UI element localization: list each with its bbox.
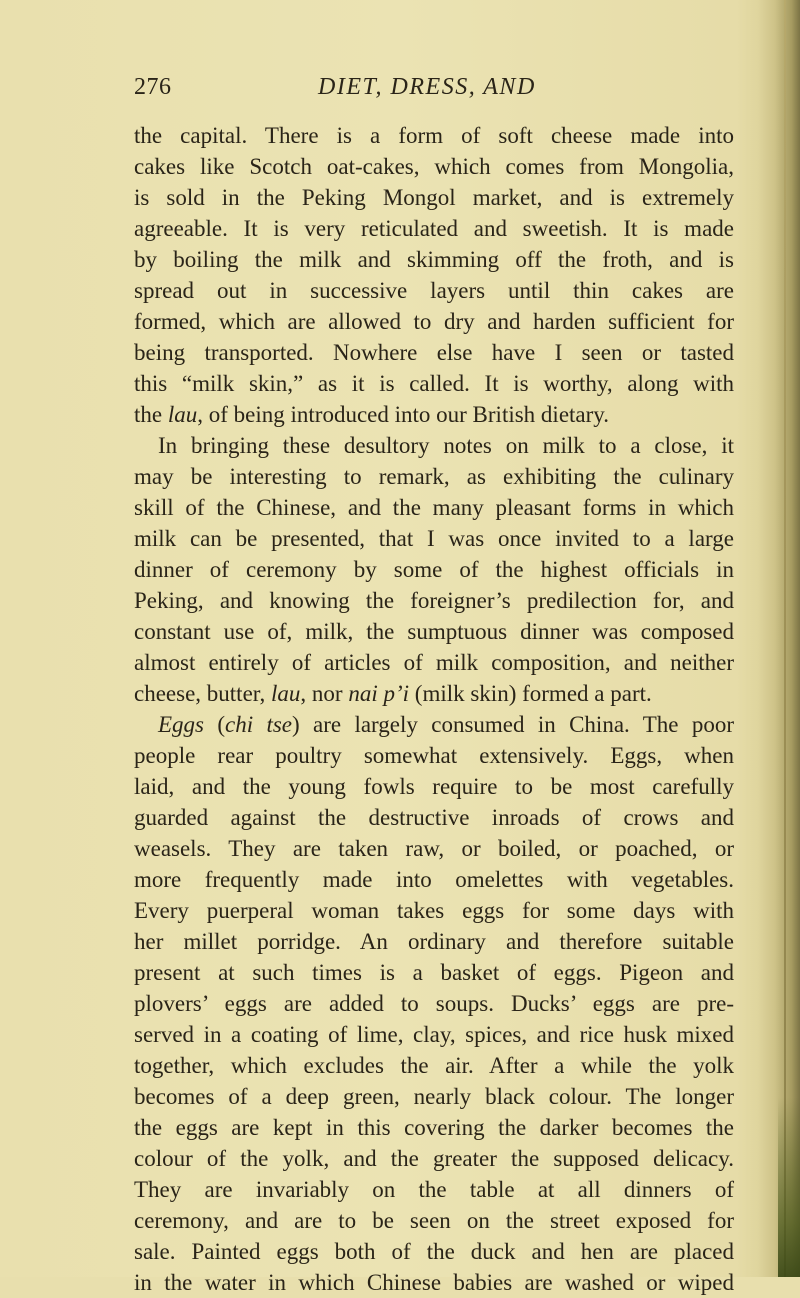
italic-text: lau (271, 681, 301, 706)
text-run: skill of the Chinese, and the many pleasant forms in which (134, 495, 734, 520)
text-line (134, 337, 734, 368)
text-line (134, 957, 734, 988)
text-line (134, 244, 734, 275)
text-line (134, 709, 734, 740)
text-run: colour of the yolk, and the greater the supposed delicacy. (134, 1146, 734, 1171)
text-run: cakes like Scotch oat-cakes, which comes from Mongolia, (134, 154, 734, 179)
text-line (134, 616, 734, 647)
text-run: (milk skin) formed a part. (409, 681, 652, 706)
text-run: spread out in successive layers until thin cakes are (134, 278, 734, 303)
text-run: plovers’ eggs are added to soups. Ducks’ eggs are pre- (134, 991, 734, 1016)
text-run: Peking, and knowing the foreigner’s predilection for, and (134, 588, 734, 613)
text-run: ceremony, and are to be seen on the street exposed for (134, 1208, 734, 1233)
text-run: becomes of a deep green, nearly black colour. The longer (134, 1084, 734, 1109)
text-run: is sold in the Peking Mongol market, and is extremely (134, 185, 734, 210)
page-number: 276 (134, 74, 172, 100)
text-run: being transported. Nowhere else have I seen or tasted (134, 340, 734, 365)
text-line (134, 554, 734, 585)
text-line (134, 678, 734, 709)
text-run: her millet porridge. An ordinary and therefore suitable (134, 929, 734, 954)
text-line (134, 461, 734, 492)
text-line (134, 275, 734, 306)
text-run: formed, which are allowed to dry and harden sufficient for (134, 309, 734, 334)
italic-text: lau (167, 402, 198, 427)
text-line (134, 1143, 734, 1174)
text-run: the (134, 402, 168, 427)
text-line (134, 926, 734, 957)
text-line (134, 182, 734, 213)
text-run: present at such times is a basket of eggs. Pigeon and (134, 960, 734, 985)
text-run: agreeable. It is very reticulated and sweetish. It is made (134, 216, 734, 241)
text-line (134, 1081, 734, 1112)
text-run: the eggs are kept in this covering the darker becomes the (134, 1115, 734, 1140)
text-line (134, 647, 734, 678)
text-line (134, 988, 734, 1019)
text-run: They are invariably on the table at all dinners of (134, 1177, 734, 1202)
text-line (134, 399, 734, 430)
text-line (134, 492, 734, 523)
text-run: milk can be presented, that I was once invited to a large (134, 526, 734, 551)
text-run: people rear poultry somewhat extensively. Eggs, when (134, 743, 734, 768)
italic-text: Eggs (158, 712, 204, 737)
text-run: ) are largely consumed in China. The poor (292, 712, 734, 737)
text-run: served in a coating of lime, clay, spices, and rice husk mixed (134, 1022, 734, 1047)
text-line (134, 1267, 734, 1298)
text-run: more frequently made into omelettes with vegetables. (134, 867, 734, 892)
text-run: Every puerperal woman takes eggs for some days with (134, 898, 734, 923)
text-run: weasels. They are taken raw, or boiled, or poached, or (134, 836, 734, 861)
text-line (134, 802, 734, 833)
text-line (134, 1050, 734, 1081)
text-run: together, which excludes the air. After a while the yolk (134, 1053, 734, 1078)
italic-text: nai p’i (348, 681, 410, 706)
text-line (134, 1236, 734, 1267)
text-line (134, 585, 734, 616)
text-run: cheese, butter, (134, 681, 272, 706)
text-line (134, 1019, 734, 1050)
text-line (134, 1174, 734, 1205)
text-line (134, 771, 734, 802)
text-run: ( (204, 712, 226, 737)
text-line (134, 895, 734, 926)
text-run: the capital. There is a form of soft cheese made into (134, 123, 734, 148)
text-run: guarded against the destructive inroads of crows and (134, 805, 734, 830)
text-run: by boiling the milk and skimming off the froth, and is (134, 247, 734, 272)
text-run: , of being introduced into our British dietary. (197, 402, 610, 427)
text-line (134, 1205, 734, 1236)
page-edge-shadow (758, 0, 800, 1277)
text-run: constant use of, milk, the sumptuous dinner was composed (134, 619, 734, 644)
text-run: dinner of ceremony by some of the highest officials in (134, 557, 734, 582)
text-line (134, 1112, 734, 1143)
text-run: this “milk skin,” as it is called. It is worthy, along with (134, 371, 734, 396)
text-line (134, 213, 734, 244)
text-run: almost entirely of articles of milk composition, and neither (134, 650, 734, 675)
text-line (134, 120, 734, 151)
body-text (134, 120, 734, 1298)
running-head: DIET, DRESS, AND (318, 74, 536, 100)
text-line (134, 306, 734, 337)
page-edge-stain (778, 1097, 800, 1277)
text-line (134, 740, 734, 771)
text-line (134, 368, 734, 399)
text-run: In bringing these desultory notes on milk to a close, it (158, 433, 734, 458)
page-edge-line (784, 0, 786, 1277)
italic-text: chi tse (225, 712, 293, 737)
text-run: laid, and the young fowls require to be most carefully (134, 774, 734, 799)
text-line (134, 151, 734, 182)
text-run: may be interesting to remark, as exhibiting the culinary (134, 464, 734, 489)
page-header (134, 74, 734, 104)
text-run: sale. Painted eggs both of the duck and hen are placed (134, 1239, 734, 1264)
text-run: , nor (300, 681, 349, 706)
text-line (134, 430, 734, 461)
text-line (134, 523, 734, 554)
text-line (134, 833, 734, 864)
text-line (134, 864, 734, 895)
text-run: in the water in which Chinese babies are washed or wiped (134, 1270, 734, 1295)
